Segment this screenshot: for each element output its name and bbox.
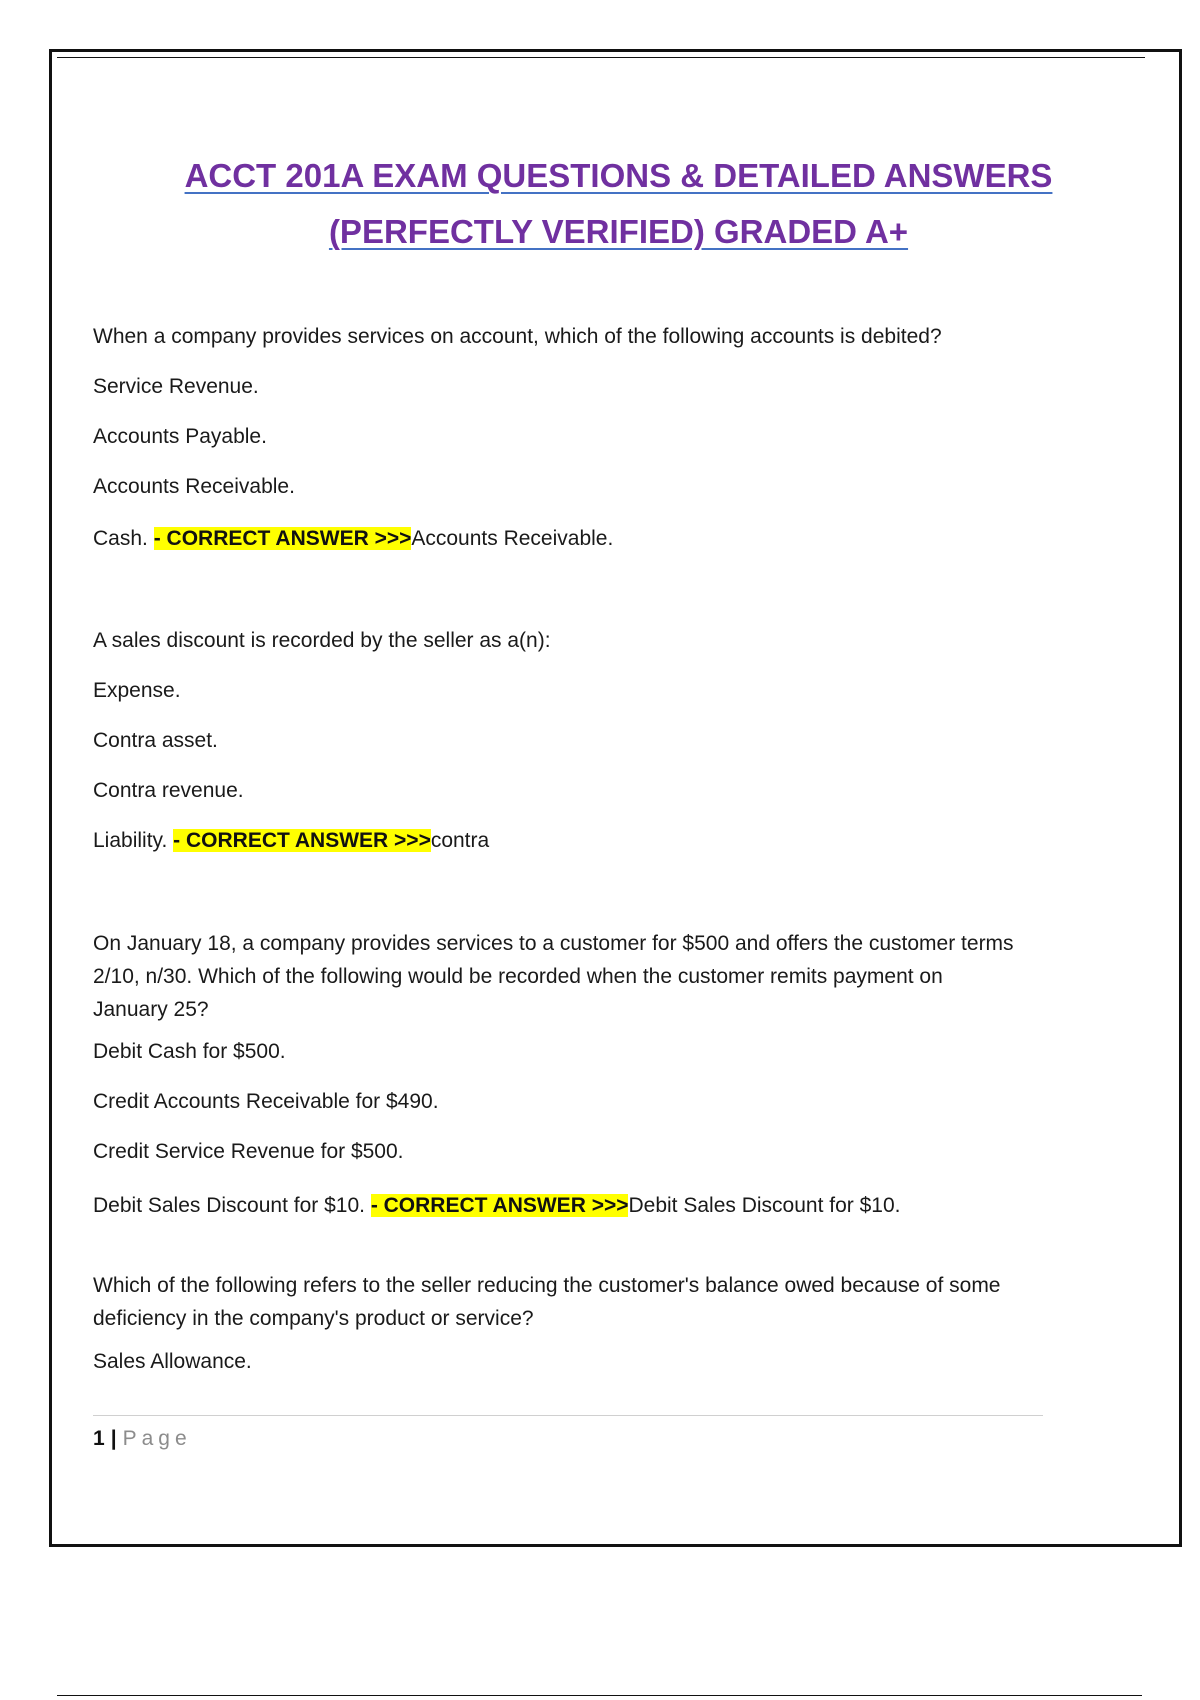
question-3-option-2: Credit Accounts Receivable for $490. xyxy=(93,1090,439,1113)
question-1-option-4: Cash. xyxy=(93,527,154,550)
question-3-answer: Debit Sales Discount for $10. xyxy=(628,1194,901,1217)
page-label: Page xyxy=(122,1427,192,1450)
question-2-answer-row xyxy=(93,824,489,857)
page-number: 1 xyxy=(93,1427,105,1450)
question-1-answer: Accounts Receivable. xyxy=(411,527,614,550)
footer-divider xyxy=(93,1415,1043,1416)
question-2-answer: contra xyxy=(430,829,490,852)
title-line-1: ACCT 201A EXAM QUESTIONS & DETAILED ANSWERS xyxy=(184,157,1053,194)
question-2-option-2: Contra asset. xyxy=(93,729,218,752)
title-line-2: (PERFECTLY VERIFIED) GRADED A+ xyxy=(328,213,909,250)
question-2-option-4: Liability. xyxy=(93,829,174,852)
correct-answer-label: - CORRECT ANSWER >>> xyxy=(153,527,412,550)
question-1-answer-row xyxy=(93,522,613,555)
next-page-top-rule xyxy=(57,1695,1142,1696)
question-3-answer-row xyxy=(93,1189,900,1222)
page-footer xyxy=(93,1424,192,1454)
question-2-text: A sales discount is recorded by the seller as a(n): xyxy=(93,629,551,652)
question-4-text: Which of the following refers to the seller reducing the customer's balance owed because of some deficiency in the company's product or service? xyxy=(93,1274,1001,1330)
page-separator: | xyxy=(110,1427,117,1450)
top-rule xyxy=(57,57,1145,58)
question-3-text: On January 18, a company provides services to a customer for $500 and offers the customer terms 2/10, n/30. Which of the following would be recorded when the customer remits payment on January 25? xyxy=(93,932,1014,1021)
question-3-option-4: Debit Sales Discount for $10. xyxy=(93,1194,371,1217)
question-1-option-1: Service Revenue. xyxy=(93,375,259,398)
question-1-text: When a company provides services on account, which of the following accounts is debited? xyxy=(93,325,942,348)
document-title xyxy=(52,148,1185,260)
correct-answer-label: - CORRECT ANSWER >>> xyxy=(173,829,431,852)
question-2-option-3: Contra revenue. xyxy=(93,779,244,802)
question-3-option-3: Credit Service Revenue for $500. xyxy=(93,1140,404,1163)
question-4-option-1: Sales Allowance. xyxy=(93,1350,252,1373)
question-1-option-3: Accounts Receivable. xyxy=(93,475,295,498)
question-2-option-1: Expense. xyxy=(93,679,181,702)
question-1-option-2: Accounts Payable. xyxy=(93,425,267,448)
question-3-option-1: Debit Cash for $500. xyxy=(93,1040,286,1063)
correct-answer-label: - CORRECT ANSWER >>> xyxy=(370,1194,629,1217)
